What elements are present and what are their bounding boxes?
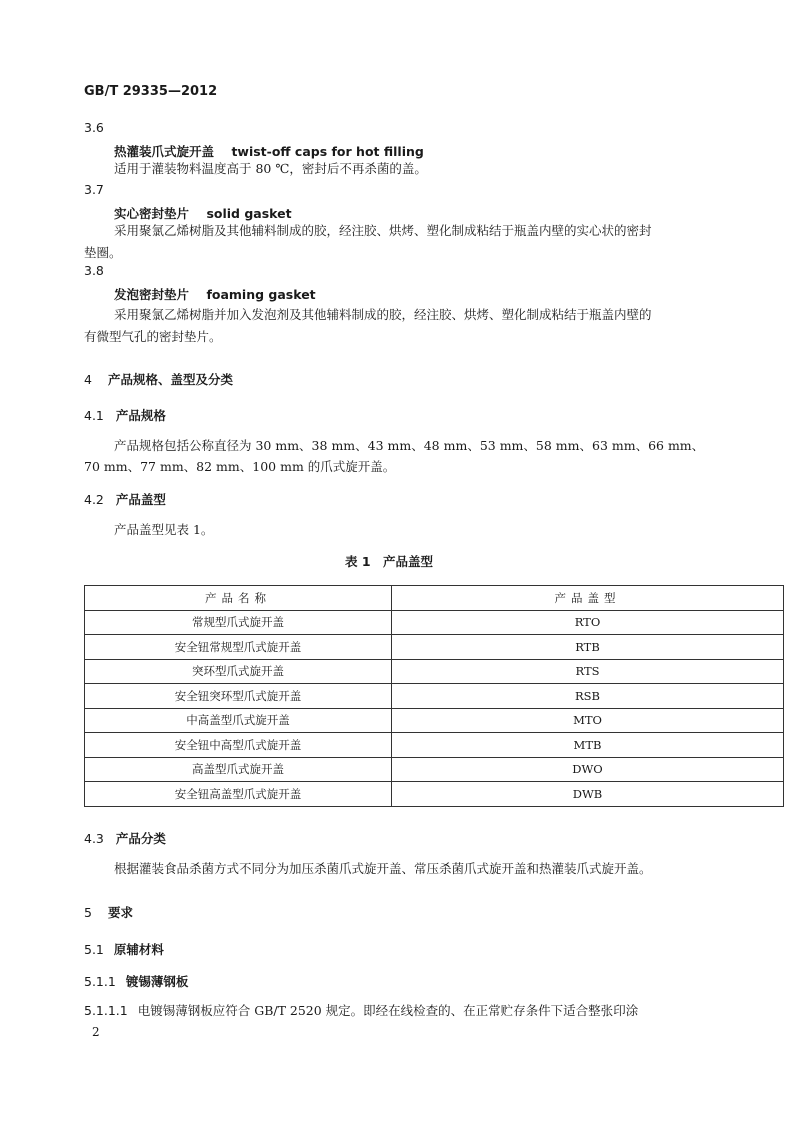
subsection-title: 产品规格: [115, 408, 166, 423]
section-heading: [84, 370, 233, 388]
subsection-number: 4.3: [84, 831, 104, 846]
cap-type-cell: RSB: [392, 684, 784, 709]
section-title: 要求: [107, 905, 133, 920]
section-heading: [84, 903, 133, 921]
term-definition-line: 采用聚氯乙烯树脂及其他辅料制成的胶，经注胶、烘烤、塑化制成粘结于瓶盖内壁的实心状的密封: [114, 223, 652, 238]
term-definition-line: 采用聚氯乙烯树脂并加入发泡剂及其他辅料制成的胶，经注胶、烘烤、塑化制成粘结于瓶盖内壁的: [114, 307, 652, 322]
cap-type-cell: RTO: [392, 610, 784, 635]
term-definition-line: 有微型气孔的密封垫片。: [84, 329, 222, 344]
product-name-cell: 高盖型爪式旋开盖: [85, 757, 392, 782]
subsection-title: 镀锡薄钢板: [125, 974, 189, 989]
subsection-heading: [84, 406, 166, 424]
cap-type-cell: RTB: [392, 635, 784, 660]
section-number: 4: [84, 372, 92, 387]
term-definition: 适用于灌装物料温度高于 80 ℃，密封后不再杀菌的盖。: [114, 161, 427, 176]
table-row: [85, 708, 784, 733]
section-number: 5: [84, 905, 92, 920]
term-number: 3.7: [84, 182, 104, 197]
cap-type-cell: MTB: [392, 733, 784, 758]
clause-number: 5.1.1.1: [84, 1003, 128, 1018]
subsection-heading: [84, 490, 166, 508]
paragraph-line: 70 mm、77 mm、82 mm、100 mm 的爪式旋开盖。: [84, 459, 396, 474]
term-title-en: solid gasket: [206, 206, 292, 221]
clause-line: [84, 1000, 638, 1022]
subsection-title: 原辅材料: [113, 942, 164, 957]
term-title-en: foaming gasket: [206, 287, 316, 302]
product-name-cell: 中高盖型爪式旋开盖: [85, 708, 392, 733]
term-number: 3.8: [84, 263, 104, 278]
subsection-title: 产品盖型: [115, 492, 166, 507]
section-title: 产品规格、盖型及分类: [107, 372, 233, 387]
term-number: 3.6: [84, 120, 104, 135]
product-name-cell: 安全钮突环型爪式旋开盖: [85, 684, 392, 709]
subsection-heading: [84, 972, 188, 990]
standard-code: GB/T 29335—2012: [84, 84, 218, 99]
paragraph: 根据灌装食品杀菌方式不同分为加压杀菌爪式旋开盖、常压杀菌爪式旋开盖和热灌装爪式旋开盖。: [114, 861, 652, 876]
clause-text: 电镀锡薄钢板应符合 GB/T 2520 规定。即经在线检查的、在正常贮存条件下适合整张印涂: [137, 1003, 639, 1018]
table-row: [85, 610, 784, 635]
product-name-cell: 常规型爪式旋开盖: [85, 610, 392, 635]
subsection-heading: [84, 940, 164, 958]
table-row: [85, 757, 784, 782]
subsection-title: 产品分类: [115, 831, 166, 846]
term-title-cn: 热灌装爪式旋开盖: [114, 144, 215, 159]
table-row: [85, 733, 784, 758]
table-row: [85, 684, 784, 709]
column-header-product-name: 产品名称: [85, 586, 392, 611]
cap-type-cell: MTO: [392, 708, 784, 733]
term-title: [114, 285, 316, 303]
table-header-row: [85, 586, 784, 611]
product-name-cell: 突环型爪式旋开盖: [85, 659, 392, 684]
paragraph: 产品盖型见表 1。: [114, 522, 214, 537]
page-number: 2: [92, 1025, 100, 1039]
term-title-en: twist-off caps for hot filling: [231, 144, 424, 159]
term-title-cn: 发泡密封垫片: [114, 287, 190, 302]
cap-type-cell: DWO: [392, 757, 784, 782]
table-row: [85, 782, 784, 807]
cap-type-cell: RTS: [392, 659, 784, 684]
cap-type-cell: DWB: [392, 782, 784, 807]
paragraph-line: 产品规格包括公称直径为 30 mm、38 mm、43 mm、48 mm、53 mm、58 mm、63 mm、66 mm、: [114, 438, 705, 453]
product-name-cell: 安全钮常规型爪式旋开盖: [85, 635, 392, 660]
subsection-number: 5.1.1: [84, 974, 116, 989]
product-cap-type-table: [84, 585, 784, 807]
subsection-number: 5.1: [84, 942, 104, 957]
subsection-heading: [84, 829, 166, 847]
product-name-cell: 安全钮高盖型爪式旋开盖: [85, 782, 392, 807]
table-row: [85, 659, 784, 684]
table-caption: 表 1 产品盖型: [345, 554, 434, 569]
subsection-number: 4.2: [84, 492, 104, 507]
column-header-cap-type: 产品盖型: [392, 586, 784, 611]
term-definition-line: 垫圈。: [84, 245, 122, 260]
product-name-cell: 安全钮中高型爪式旋开盖: [85, 733, 392, 758]
table-row: [85, 635, 784, 660]
term-title-cn: 实心密封垫片: [114, 206, 190, 221]
subsection-number: 4.1: [84, 408, 104, 423]
